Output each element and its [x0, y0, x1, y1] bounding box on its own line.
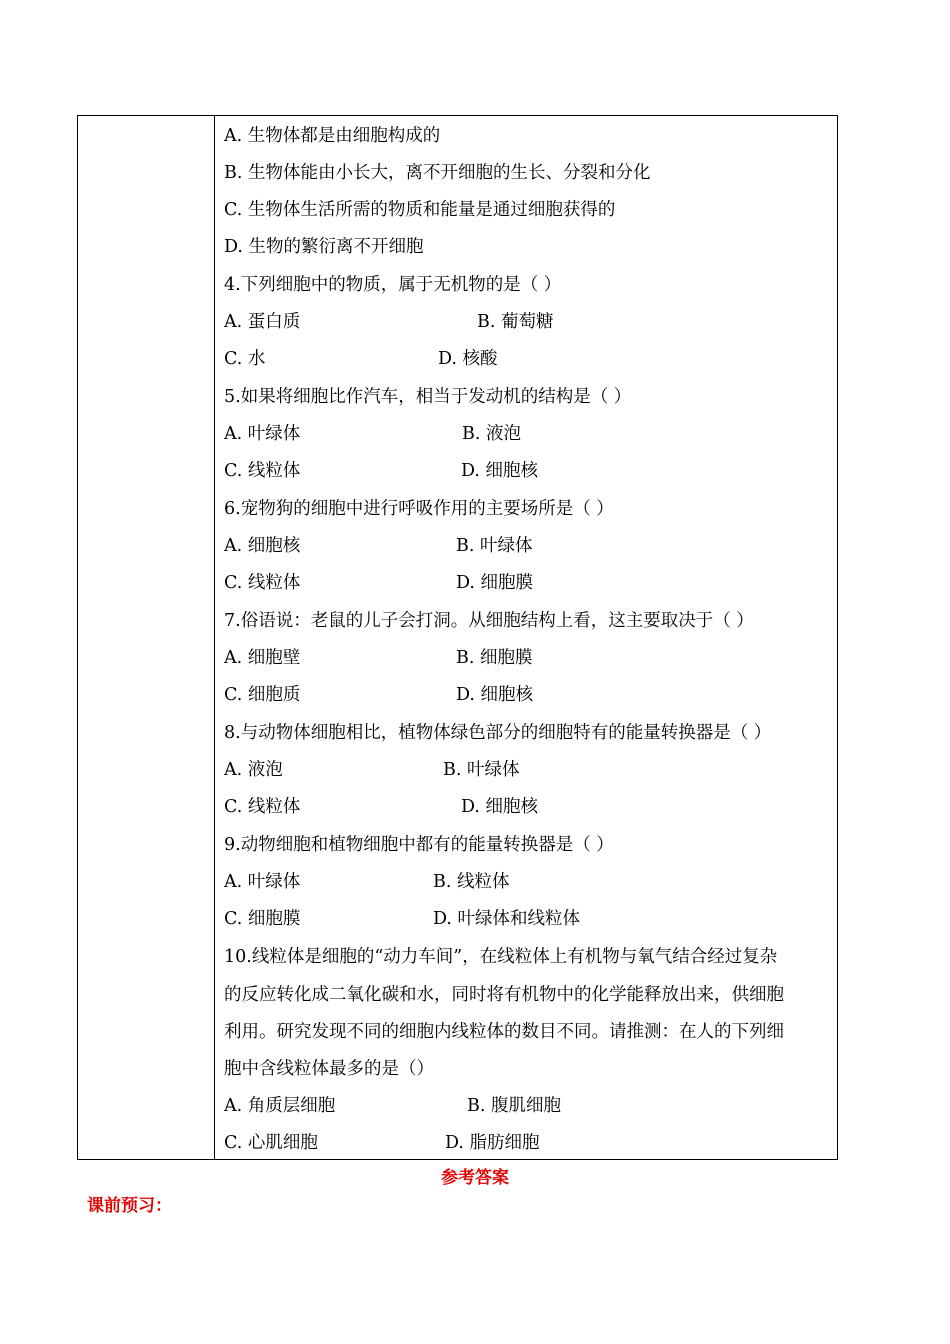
q3-option-a: A. 生物体都是由细胞构成的 — [224, 126, 441, 146]
q9-option-b: B. 线粒体 — [433, 872, 510, 892]
q6-option-d: D. 细胞膜 — [456, 573, 534, 593]
q3-option-c: C. 生物体生活所需的物质和能量是通过细胞获得的 — [224, 200, 616, 220]
q7-option-c: C. 细胞质 — [224, 685, 301, 705]
q8-option-c: C. 线粒体 — [224, 797, 301, 817]
q8-option-a: A. 液泡 — [224, 760, 283, 780]
q10-stem-line-4: 胞中含线粒体最多的是（） — [224, 1059, 434, 1079]
q4-option-c: C. 水 — [224, 349, 266, 369]
q10-option-c: C. 心肌细胞 — [224, 1133, 318, 1153]
q3-option-b: B. 生物体能由小长大，离不开细胞的生长、分裂和分化 — [224, 163, 651, 183]
q8-option-d: D. 细胞核 — [461, 797, 539, 817]
q10-option-a: A. 角质层细胞 — [224, 1096, 336, 1116]
q4-option-d: D. 核酸 — [438, 349, 498, 369]
q5-option-a: A. 叶绿体 — [224, 424, 301, 444]
q6-option-c: C. 线粒体 — [224, 573, 301, 593]
q5-stem: 5.如果将细胞比作汽车，相当于发动机的结构是（ ） — [224, 387, 632, 407]
q10-stem-line-3: 利用。研究发现不同的细胞内线粒体的数目不同。请推测：在人的下列细 — [224, 1022, 784, 1042]
q9-option-a: A. 叶绿体 — [224, 872, 301, 892]
q7-option-b: B. 细胞膜 — [456, 648, 533, 668]
q10-stem-line-1: 10.线粒体是细胞的“动力车间”，在线粒体上有机物与氧气结合经过复杂 — [224, 947, 778, 967]
q10-stem-line-2: 的反应转化成二氧化碳和水，同时将有机物中的化学能释放出来，供细胞 — [224, 985, 784, 1005]
question-table — [77, 115, 838, 1160]
q10-option-d: D. 脂肪细胞 — [445, 1133, 540, 1153]
q3-option-d: D. 生物的繁衍离不开细胞 — [224, 237, 424, 257]
table-left-column — [78, 116, 215, 1159]
q9-stem: 9.动物细胞和植物细胞中都有的能量转换器是（ ） — [224, 835, 614, 855]
q8-stem: 8.与动物体细胞相比，植物体绿色部分的细胞特有的能量转换器是（ ） — [224, 723, 772, 743]
q9-option-c: C. 细胞膜 — [224, 909, 301, 929]
answers-title: 参考答案 — [441, 1168, 509, 1188]
q10-option-b: B. 腹肌细胞 — [467, 1096, 561, 1116]
q4-option-a: A. 蛋白质 — [224, 312, 301, 332]
q8-option-b: B. 叶绿体 — [443, 760, 520, 780]
section-title: 课前预习： — [87, 1196, 172, 1216]
q7-option-d: D. 细胞核 — [456, 685, 534, 705]
q9-option-d: D. 叶绿体和线粒体 — [433, 909, 581, 929]
q4-stem: 4.下列细胞中的物质，属于无机物的是（ ） — [224, 275, 562, 295]
q4-option-b: B. 葡萄糖 — [477, 312, 554, 332]
q5-option-b: B. 液泡 — [462, 424, 521, 444]
q5-option-d: D. 细胞核 — [461, 461, 539, 481]
q6-option-b: B. 叶绿体 — [456, 536, 533, 556]
q6-stem: 6.宠物狗的细胞中进行呼吸作用的主要场所是（ ） — [224, 499, 614, 519]
q7-option-a: A. 细胞壁 — [224, 648, 301, 668]
q5-option-c: C. 线粒体 — [224, 461, 301, 481]
q7-stem: 7.俗语说：老鼠的儿子会打洞。从细胞结构上看，这主要取决于（ ） — [224, 611, 754, 631]
q6-option-a: A. 细胞核 — [224, 536, 301, 556]
